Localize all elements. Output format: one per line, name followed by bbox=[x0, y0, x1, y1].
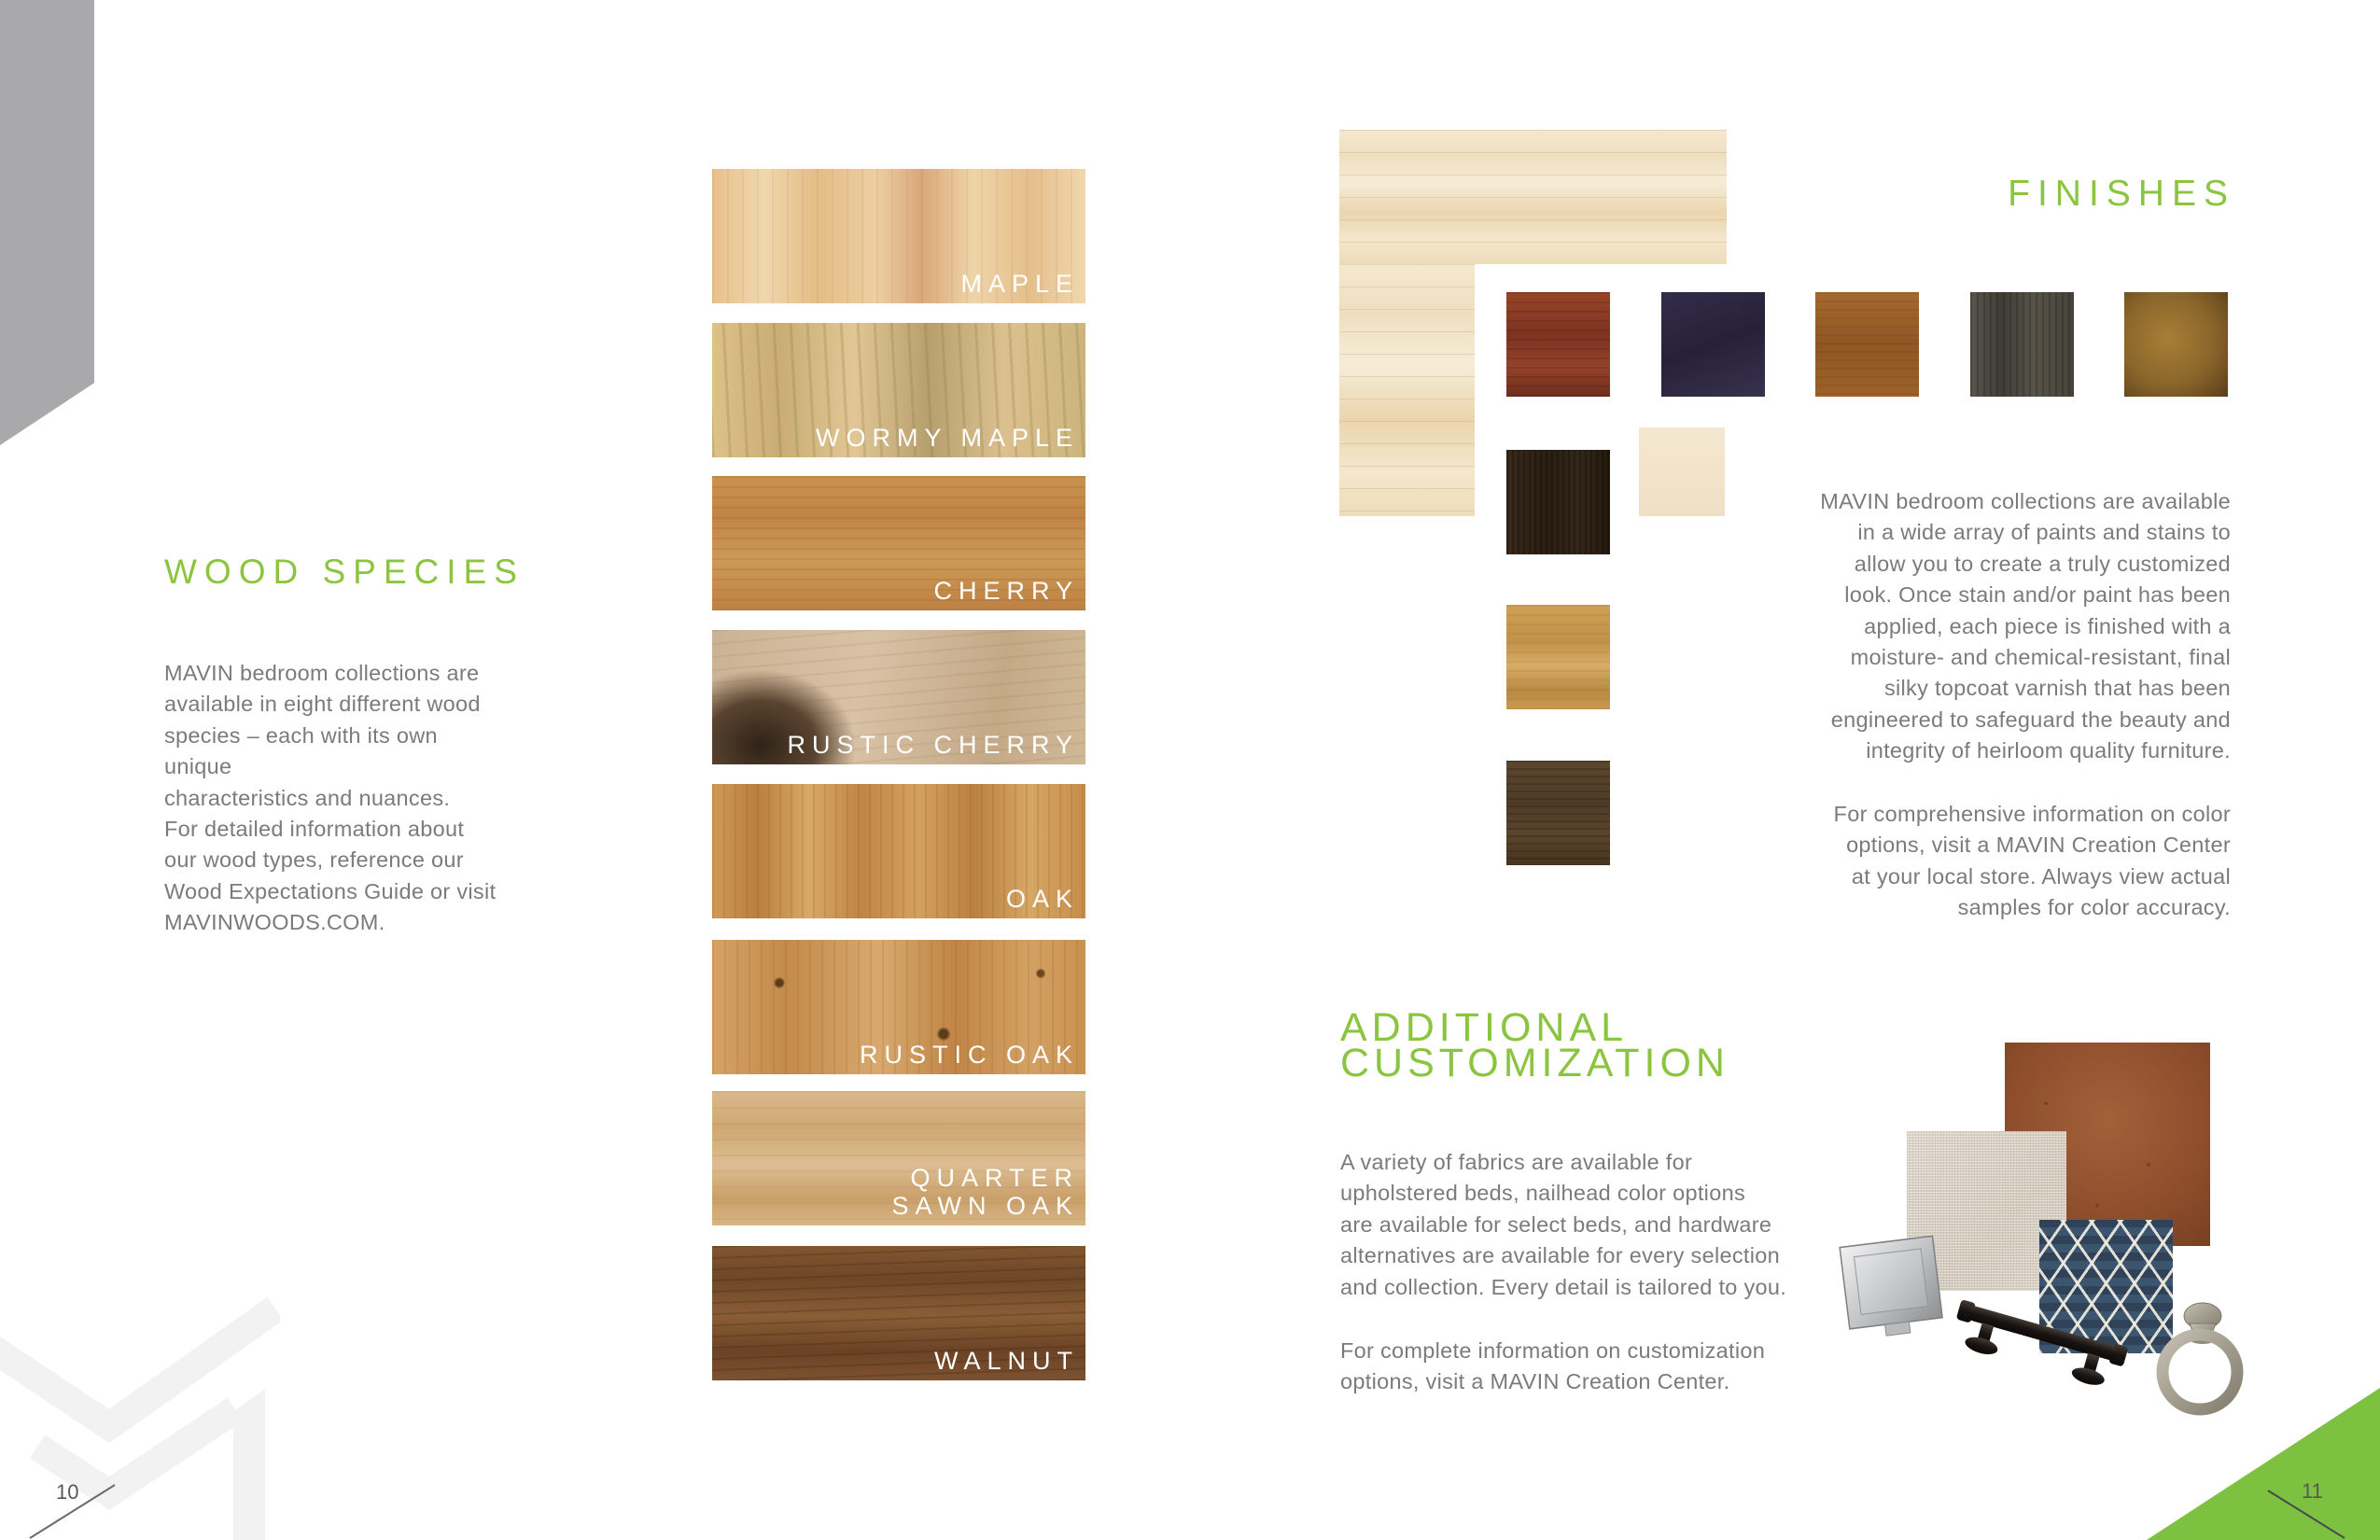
wood-swatch-label: CHERRY bbox=[933, 577, 1079, 605]
paragraph-line: options, visit a MAVIN Creation Center bbox=[1846, 833, 2231, 858]
paragraph-line: upholstered beds, nailhead color options bbox=[1340, 1181, 1745, 1206]
finish-chip-red-mahogany bbox=[1506, 292, 1610, 397]
additional-paragraph-2 bbox=[1340, 1336, 1807, 1398]
paragraph-line: For complete information on customization bbox=[1340, 1338, 1766, 1363]
paragraph-line: our wood types, reference our bbox=[164, 847, 464, 873]
wood-swatch-walnut bbox=[712, 1246, 1085, 1380]
wood-swatch-label: WALNUT bbox=[934, 1347, 1079, 1375]
finishes-paragraph-1 bbox=[1783, 486, 2231, 767]
finish-chip-nutmeg bbox=[1815, 292, 1919, 397]
wood-species-paragraph bbox=[164, 658, 500, 939]
wood-swatch-maple bbox=[712, 169, 1085, 303]
heading-line: ADDITIONAL bbox=[1340, 1005, 1629, 1050]
paragraph-line: options, visit a MAVIN Creation Center. bbox=[1340, 1369, 1730, 1394]
finish-chip-midnight bbox=[1661, 292, 1765, 397]
additional-paragraph-1 bbox=[1340, 1147, 1807, 1303]
wood-swatch-wormy-maple bbox=[712, 323, 1085, 457]
finish-chip-natural-maple-side bbox=[1339, 264, 1475, 516]
paragraph-line: integrity of heirloom quality furniture. bbox=[1866, 738, 2231, 763]
finish-chip-honey bbox=[1506, 605, 1610, 709]
paragraph-line: A variety of fabrics are available for bbox=[1340, 1150, 1693, 1174]
paragraph-line: species – each with its own unique bbox=[164, 722, 438, 779]
wood-species-heading: WOOD SPECIES bbox=[164, 553, 525, 591]
paragraph-line: characteristics and nuances. bbox=[164, 785, 451, 810]
wood-swatch-label: MAPLE bbox=[960, 270, 1079, 298]
wood-swatch-label: RUSTIC OAK bbox=[859, 1041, 1079, 1069]
wood-swatch-label-line: QUARTER bbox=[910, 1164, 1079, 1192]
page-number-left: 10 bbox=[56, 1480, 79, 1504]
paragraph-line: and collection. Every detail is tailored to you. bbox=[1340, 1274, 1787, 1299]
paragraph-line: samples for color accuracy. bbox=[1957, 895, 2231, 920]
paragraph-line: Wood Expectations Guide or visit bbox=[164, 878, 497, 903]
wood-swatch-label: RUSTIC CHERRY bbox=[787, 731, 1079, 759]
square-knob-icon bbox=[1831, 1230, 1953, 1342]
paragraph-line: allow you to create a truly customized bbox=[1854, 551, 2231, 576]
paragraph-line: applied, each piece is finished with a bbox=[1864, 613, 2231, 638]
wood-swatch-quarter-sawn-oak bbox=[712, 1091, 1085, 1225]
wood-swatch-label-line: SAWN OAK bbox=[891, 1192, 1079, 1220]
page-number-slash bbox=[2259, 1484, 2352, 1540]
additional-customization-heading bbox=[1340, 1005, 1729, 1085]
ring-pull-icon bbox=[2145, 1299, 2261, 1416]
wood-swatch-label: OAK bbox=[1005, 885, 1079, 913]
wood-swatch-cherry bbox=[712, 476, 1085, 610]
wood-swatch-rustic-cherry bbox=[712, 630, 1085, 764]
paragraph-line: MAVIN bedroom collections are available bbox=[1820, 489, 2231, 513]
paragraph-line: at your local store. Always view actual bbox=[1851, 863, 2231, 889]
page-number-slash bbox=[19, 1475, 131, 1540]
paragraph-line: engineered to safeguard the beauty and bbox=[1830, 707, 2231, 732]
finish-chip-linen-paint bbox=[1639, 427, 1725, 516]
page-number-right: 11 bbox=[2302, 1479, 2323, 1503]
heading-line: CUSTOMIZATION bbox=[1340, 1041, 1729, 1085]
finish-chip-umber bbox=[1506, 761, 1610, 865]
wood-swatch-oak bbox=[712, 784, 1085, 918]
finish-chip-natural-maple-top bbox=[1339, 130, 1727, 264]
gray-corner-band bbox=[0, 0, 94, 445]
wood-swatch-label: WORMY MAPLE bbox=[815, 424, 1079, 452]
wood-swatch-label bbox=[891, 1164, 1079, 1220]
paragraph-line: look. Once stain and/or paint has been bbox=[1844, 582, 2231, 608]
finish-chip-espresso bbox=[1506, 450, 1610, 554]
paragraph-line: silky topcoat varnish that has been bbox=[1883, 676, 2231, 701]
bar-pull-icon bbox=[1949, 1299, 2140, 1407]
paragraph-line: moisture- and chemical-resistant, final bbox=[1850, 645, 2231, 670]
paragraph-line: are available for select beds, and hardware bbox=[1340, 1211, 1772, 1237]
paragraph-line: For comprehensive information on color bbox=[1833, 802, 2231, 826]
paragraph-line: MAVIN bedroom collections are bbox=[164, 661, 480, 685]
paragraph-line: alternatives are available for every selection bbox=[1340, 1243, 1780, 1268]
paragraph-line: available in eight different wood bbox=[164, 692, 481, 717]
paragraph-line: MAVINWOODS.COM. bbox=[164, 910, 385, 935]
paragraph-line: in a wide array of paints and stains to bbox=[1857, 520, 2231, 545]
paragraph-line: For detailed information about bbox=[164, 817, 465, 842]
finishes-heading: FINISHES bbox=[2008, 174, 2235, 214]
finish-chip-antique-amber bbox=[2124, 292, 2228, 397]
finishes-paragraph-2 bbox=[1783, 799, 2231, 924]
wood-swatch-rustic-oak bbox=[712, 940, 1085, 1074]
finish-chip-driftwood-gray bbox=[1970, 292, 2074, 397]
